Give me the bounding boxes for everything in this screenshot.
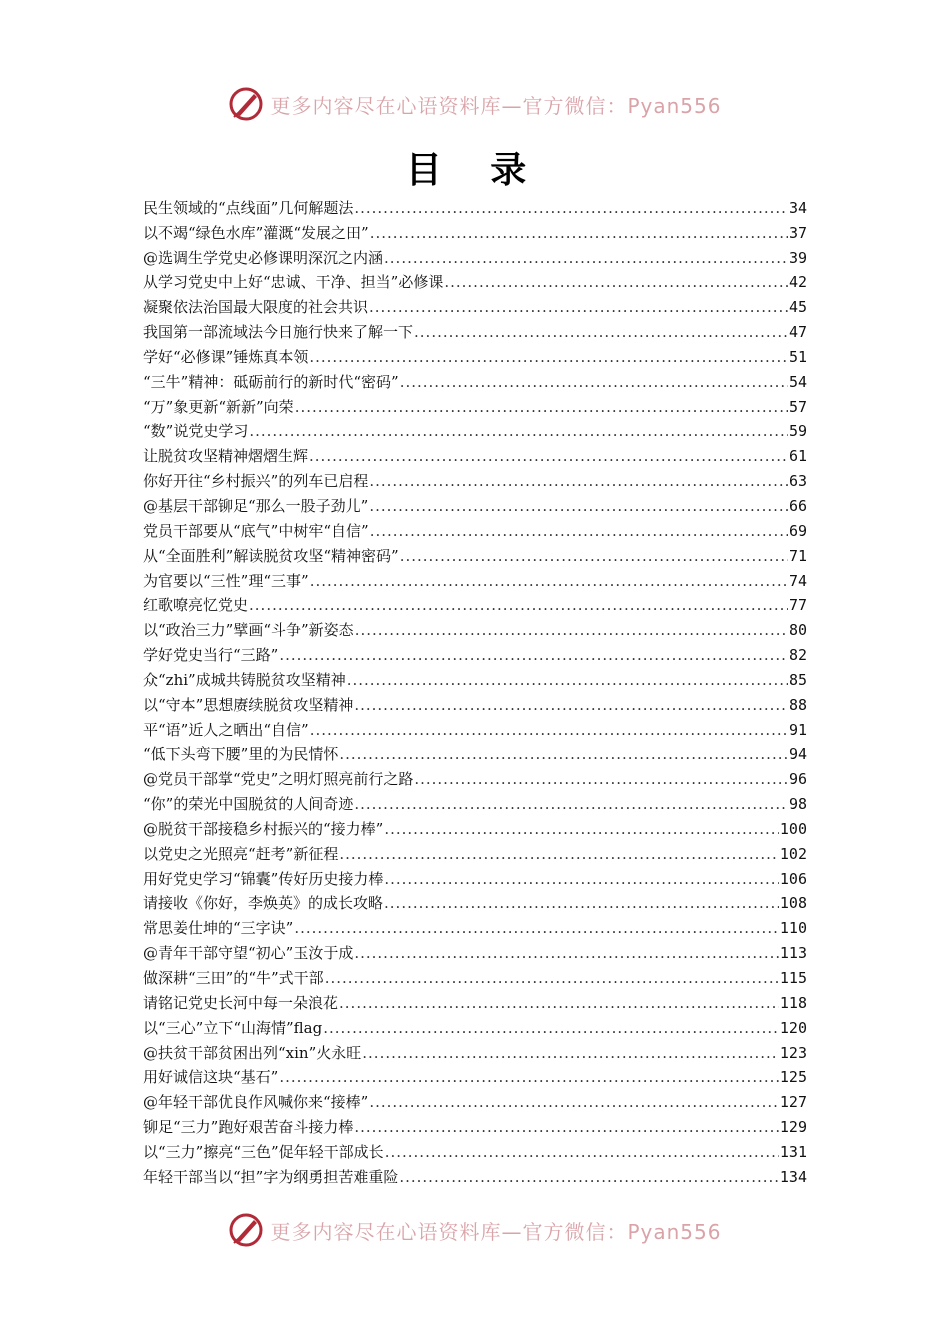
toc-entry[interactable] [143, 740, 807, 765]
toc-entry-title: “万”象更新“新新”向荣 [143, 397, 294, 416]
toc-entry-page: 45 [788, 298, 807, 317]
toc-entry-title: “数”说党史学习 [143, 422, 249, 441]
toc-entry-page: 123 [779, 1043, 807, 1062]
toc-leader-dots [323, 1018, 779, 1038]
toc-entry-page: 115 [779, 969, 807, 987]
toc-entry-title: “低下头弯下腰”里的为民情怀 [143, 745, 339, 764]
toc-entry-page: 88 [788, 695, 807, 714]
toc-leader-dots [369, 496, 788, 516]
toc-entry[interactable] [143, 516, 807, 541]
footer-banner [0, 1208, 950, 1252]
toc-leader-dots [369, 471, 788, 491]
toc-entry-page: 134 [779, 1167, 807, 1186]
toc-entry[interactable] [143, 988, 807, 1013]
toc-entry-page: 34 [788, 198, 807, 217]
header-banner [0, 82, 950, 126]
toc-entry[interactable] [143, 640, 807, 665]
toc-leader-dots [339, 993, 779, 1013]
toc-entry[interactable] [143, 417, 807, 442]
toc-leader-dots [354, 1117, 779, 1137]
toc-entry-page: 127 [779, 1093, 807, 1112]
toc-entry[interactable] [143, 864, 807, 889]
toc-entry[interactable] [143, 938, 807, 963]
toc-entry[interactable] [143, 665, 807, 690]
toc-entry-page: 106 [779, 869, 807, 888]
toc-entry-title: 凝聚依法治国最大限度的社会共识 [143, 298, 369, 317]
toc-leader-dots [325, 968, 779, 988]
toc-entry-title: @青年干部守望“初心”玉汝于成 [143, 944, 354, 963]
toc-entry-title: 学好党史当行“三路” [143, 646, 279, 665]
toc-entry-page: 42 [788, 273, 807, 292]
toc-entry-title: 让脱贫攻坚精神熠熠生辉 [143, 447, 309, 466]
toc-entry-page: 100 [779, 819, 807, 838]
toc-leader-dots [295, 397, 788, 417]
toc-entry-page: 82 [788, 646, 807, 665]
toc-entry-title: 以不竭“绿色水库”灌溉“发展之田” [143, 223, 369, 242]
toc-leader-dots [355, 620, 788, 640]
footer-banner-text: 更多内容尽在心语资料库—官方微信：Pyan556 [270, 1219, 722, 1244]
toc-leader-dots [354, 794, 788, 814]
page-title: 目 录 [405, 149, 545, 191]
toc-leader-dots [400, 546, 788, 566]
table-of-contents [143, 193, 807, 1187]
toc-entry[interactable] [143, 218, 807, 243]
toc-leader-dots [310, 571, 788, 591]
toc-leader-dots [362, 1043, 779, 1063]
toc-entry-page: 71 [788, 546, 807, 565]
toc-entry-title: 用好诚信这块“基石” [143, 1068, 279, 1087]
toc-entry-title: 民生领域的“点线面”几何解题法 [143, 198, 354, 217]
toc-leader-dots [309, 347, 788, 367]
quill-logo-icon [228, 1212, 264, 1248]
toc-entry-page: 69 [788, 521, 807, 540]
toc-entry-page: 125 [779, 1068, 807, 1087]
toc-leader-dots [309, 446, 788, 466]
toc-entry-page: 120 [779, 1018, 807, 1037]
toc-leader-dots [294, 918, 779, 938]
toc-entry-title: @选调生学党史必修课明深沉之内涵 [143, 248, 384, 267]
toc-entry[interactable] [143, 814, 807, 839]
toc-entry-title: 以党史之光照亮“赶考”新征程 [143, 844, 339, 863]
toc-entry-title: 党员干部要从“底气”中树牢“自信” [143, 521, 369, 540]
toc-leader-dots [249, 421, 788, 441]
toc-entry-title: @基层干部铆足“那么一股子劲儿” [143, 496, 369, 515]
toc-entry-title: 铆足“三力”跑好艰苦奋斗接力棒 [143, 1118, 354, 1137]
toc-entry[interactable] [143, 342, 807, 367]
toc-leader-dots [384, 248, 788, 268]
toc-entry-title: @扶贫干部贫困出列“xin”火永旺 [143, 1043, 362, 1062]
toc-entry[interactable] [143, 268, 807, 293]
toc-leader-dots [414, 769, 788, 789]
toc-leader-dots [414, 322, 788, 342]
toc-entry[interactable] [143, 292, 807, 317]
toc-entry-title: 以“守本”思想赓续脱贫攻坚精神 [143, 695, 354, 714]
toc-entry-page: 98 [788, 795, 807, 814]
toc-entry[interactable] [143, 1137, 807, 1162]
toc-entry[interactable] [143, 839, 807, 864]
toc-entry-page: 59 [788, 422, 807, 441]
toc-entry[interactable] [143, 764, 807, 789]
toc-entry[interactable] [143, 1063, 807, 1088]
toc-entry-page: 129 [779, 1118, 807, 1137]
toc-entry-page: 91 [788, 720, 807, 739]
toc-leader-dots [384, 869, 779, 889]
toc-entry-title: 请铭记党史长河中每一朵浪花 [143, 993, 339, 1012]
toc-entry-page: 110 [779, 919, 807, 938]
toc-entry-page: 94 [788, 745, 807, 764]
toc-entry[interactable] [143, 317, 807, 342]
toc-entry-page: 47 [788, 323, 807, 342]
toc-leader-dots [339, 744, 788, 764]
toc-entry-page: 66 [788, 496, 807, 515]
toc-entry-page: 51 [788, 347, 807, 366]
toc-leader-dots [310, 720, 788, 740]
toc-leader-dots [369, 297, 788, 317]
toc-entry[interactable] [143, 963, 807, 988]
toc-entry[interactable] [143, 889, 807, 914]
toc-leader-dots [347, 670, 788, 690]
toc-leader-dots [385, 1142, 779, 1162]
toc-entry-title: @党员干部掌“党史”之明灯照亮前行之路 [143, 770, 414, 789]
toc-entry-page: 77 [788, 596, 807, 615]
toc-entry-page: 54 [788, 372, 807, 391]
toc-entry-title: 平“语”近人之晒出“自信” [143, 720, 309, 739]
toc-entry-page: 80 [788, 621, 807, 640]
toc-entry-title: @年轻干部优良作风喊你来“接棒” [143, 1093, 369, 1112]
toc-entry-title: 红歌嘹亮忆党史 [143, 596, 249, 615]
toc-entry[interactable] [143, 392, 807, 417]
toc-entry-page: 113 [779, 944, 807, 963]
toc-entry[interactable] [143, 566, 807, 591]
toc-leader-dots [339, 844, 779, 864]
toc-entry[interactable] [143, 913, 807, 938]
toc-leader-dots [399, 1167, 779, 1187]
toc-leader-dots [370, 521, 788, 541]
toc-leader-dots [370, 223, 788, 243]
toc-entry-title: 从学习党史中上好“忠诚、干净、担当”必修课 [143, 273, 444, 292]
toc-entry-page: 61 [788, 447, 807, 466]
toc-entry-title: “三牛”精神：砥砺前行的新时代“密码” [143, 372, 399, 391]
toc-leader-dots [354, 943, 779, 963]
toc-entry-page: 102 [779, 844, 807, 863]
toc-entry-page: 74 [788, 571, 807, 590]
toc-entry-title: “你”的荣光中国脱贫的人间奇迹 [143, 795, 354, 814]
toc-entry-page: 96 [788, 770, 807, 789]
toc-entry-title: 常思姜仕坤的“三字诀” [143, 919, 294, 938]
toc-leader-dots [400, 372, 788, 392]
toc-leader-dots [249, 595, 788, 615]
toc-entry-title: 用好党史学习“锦囊”传好历史接力棒 [143, 869, 384, 888]
toc-entry-page: 85 [788, 670, 807, 689]
toc-entry[interactable] [143, 789, 807, 814]
toc-entry[interactable] [143, 591, 807, 616]
toc-entry[interactable] [143, 193, 807, 218]
toc-entry[interactable] [143, 441, 807, 466]
toc-entry[interactable] [143, 367, 807, 392]
toc-entry[interactable] [143, 1112, 807, 1137]
toc-leader-dots [444, 272, 788, 292]
toc-leader-dots [354, 198, 788, 218]
toc-leader-dots [384, 819, 779, 839]
toc-leader-dots [369, 1092, 779, 1112]
toc-entry[interactable] [143, 1162, 807, 1187]
toc-entry-title: 以“三力”擦亮“三色”促年轻干部成长 [143, 1142, 384, 1161]
toc-entry-page: 39 [788, 248, 807, 267]
toc-entry-title: 请接收《你好，李焕英》的成长攻略 [143, 894, 384, 913]
toc-entry-title: 我国第一部流域法今日施行快来了解一下 [143, 323, 414, 342]
toc-entry[interactable] [143, 466, 807, 491]
toc-entry-page: 63 [788, 472, 807, 491]
toc-leader-dots [279, 645, 788, 665]
toc-entry[interactable] [143, 541, 807, 566]
toc-entry-page: 118 [779, 993, 807, 1012]
toc-entry[interactable] [143, 615, 807, 640]
toc-leader-dots [279, 1067, 779, 1087]
toc-leader-dots [354, 695, 788, 715]
toc-entry[interactable] [143, 1013, 807, 1038]
toc-entry[interactable] [143, 715, 807, 740]
toc-entry-page: 37 [788, 223, 807, 242]
toc-entry-title: 以“三心”立下“山海情”flag [143, 1018, 323, 1037]
toc-entry-title: 为官要以“三性”理“三事” [143, 571, 309, 590]
toc-entry-page: 131 [779, 1142, 807, 1161]
toc-entry-title: 学好“必修课”锤炼真本领 [143, 347, 309, 366]
toc-entry[interactable] [143, 243, 807, 268]
toc-entry-title: 众“zhi”成城共铸脱贫攻坚精神 [143, 670, 346, 689]
toc-entry[interactable] [143, 1087, 807, 1112]
toc-entry-title: 以“政治三力”擘画“斗争”新姿态 [143, 621, 354, 640]
toc-entry-page: 57 [788, 397, 807, 416]
toc-entry-title: 从“全面胜利”解读脱贫攻坚“精神密码” [143, 546, 399, 565]
toc-leader-dots [384, 893, 779, 913]
toc-entry-title: 你好开往“乡村振兴”的列车已启程 [143, 472, 369, 491]
quill-logo-icon [228, 86, 264, 122]
toc-entry[interactable] [143, 1038, 807, 1063]
header-banner-text: 更多内容尽在心语资料库—官方微信：Pyan556 [270, 93, 722, 118]
toc-entry-title: 年轻干部当以“担”字为纲勇担苦难重险 [143, 1167, 399, 1186]
toc-entry-title: 做深耕“三田”的“牛”式干部 [143, 969, 324, 987]
toc-entry-page: 108 [779, 894, 807, 913]
toc-entry-title: @脱贫干部接稳乡村振兴的“接力棒” [143, 819, 384, 838]
toc-entry[interactable] [143, 491, 807, 516]
toc-entry[interactable] [143, 690, 807, 715]
